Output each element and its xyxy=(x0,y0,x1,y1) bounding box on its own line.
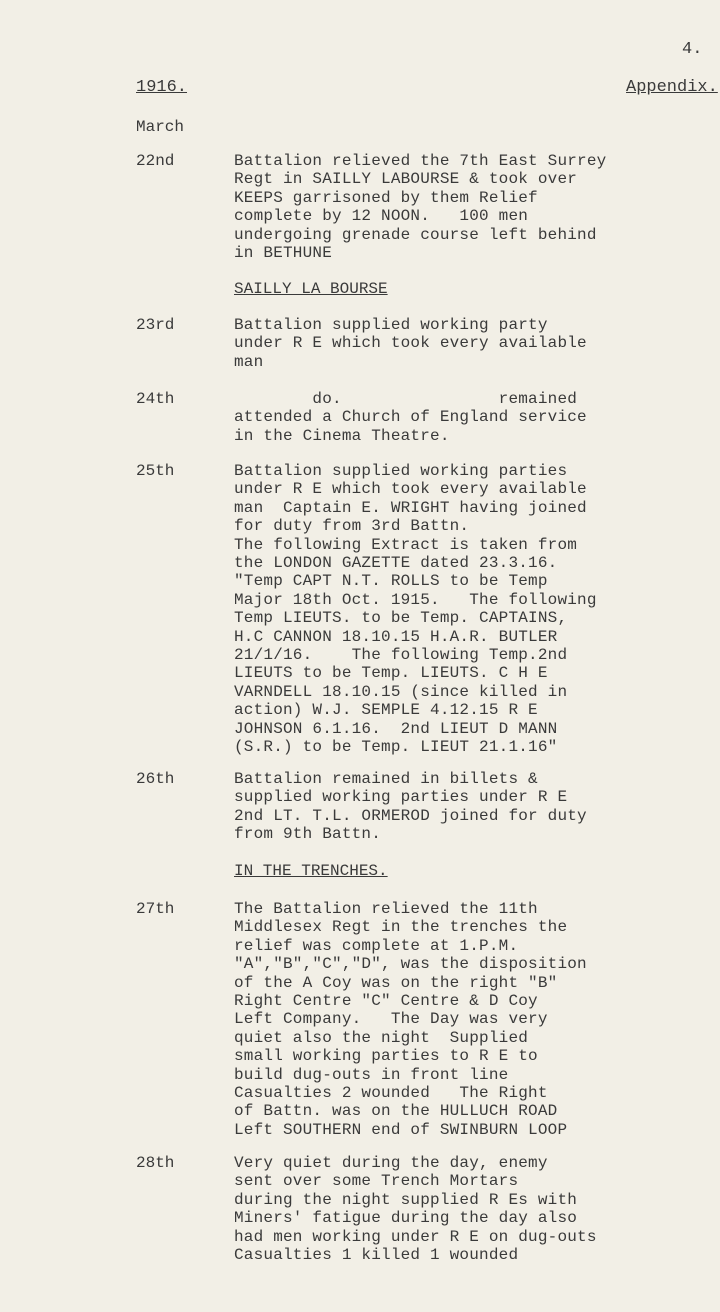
entry-text: The Battalion relieved the 11th Middlesex Regt in the trenches the relief was complete at 1.P.M. "A","B","C","D", was the disposition of the A Coy was on the right "B" Right Centre "C" Centre & D Coy Left Company. The Day was very quiet also the night Supplied small working parties to R E to build dug-outs in front line Casualties 2 wounded The Right of Battn. was on the HULLUCH ROAD Left SOUTHERN end of SWINBURN LOOP xyxy=(234,900,587,1139)
entry-date: 23rd xyxy=(136,316,175,334)
entry-text: do. remained attended a Church of England service in the Cinema Theatre. xyxy=(234,390,587,445)
month-label: March xyxy=(136,118,185,136)
entry-date: 26th xyxy=(136,770,175,788)
entry-date: 22nd xyxy=(136,152,175,170)
entry-date: 27th xyxy=(136,900,175,918)
section-heading-sailly: SAILLY LA BOURSE xyxy=(234,280,388,298)
entry-text: Battalion remained in billets & supplied working parties under R E 2nd LT. T.L. ORMEROD joined for duty from 9th Battn. xyxy=(234,770,587,844)
entry-date: 25th xyxy=(136,462,175,480)
year-heading: 1916. xyxy=(136,78,188,97)
section-heading-trenches: IN THE TRENCHES. xyxy=(234,862,388,880)
entry-date: 28th xyxy=(136,1154,175,1172)
entry-text: Battalion relieved the 7th East Surrey Regt in SAILLY LABOURSE & took over KEEPS garrisoned by them Relief complete by 12 NOON. 100 men undergoing grenade course left behind in BETHUNE xyxy=(234,152,607,263)
entry-text: Battalion supplied working parties under R E which took every available man Captain E. WRIGHT having joined for duty from 3rd Battn. The following Extract is taken from the LONDON GAZETTE dated 23.3.16. "Temp CAPT N.T. ROLLS to be Temp Major 18th Oct. 1915. The following Temp LIEUTS. to be Temp. CAPTAINS, H.C CANNON 18.10.15 H.A.R. BUTLER 21/1/16. The following Temp.2nd LIEUTS to be Temp. LIEUTS. C H E VARNDELL 18.10.15 (since killed in action) W.J. SEMPLE 4.12.15 R E JOHNSON 6.1.16. 2nd LIEUT D MANN (S.R.) to be Temp. LIEUT 21.1.16" xyxy=(234,462,597,757)
appendix-label: Appendix. xyxy=(626,78,718,97)
entry-text: Battalion supplied working party under R E which took every available man xyxy=(234,316,587,371)
page-number: 4. xyxy=(682,40,703,59)
entry-text: Very quiet during the day, enemy sent over some Trench Mortars during the night supplied R Es with Miners' fatigue during the day also had men working under R E on dug-outs Casualties 1 killed 1 wounded xyxy=(234,1154,597,1265)
entry-date: 24th xyxy=(136,390,175,408)
